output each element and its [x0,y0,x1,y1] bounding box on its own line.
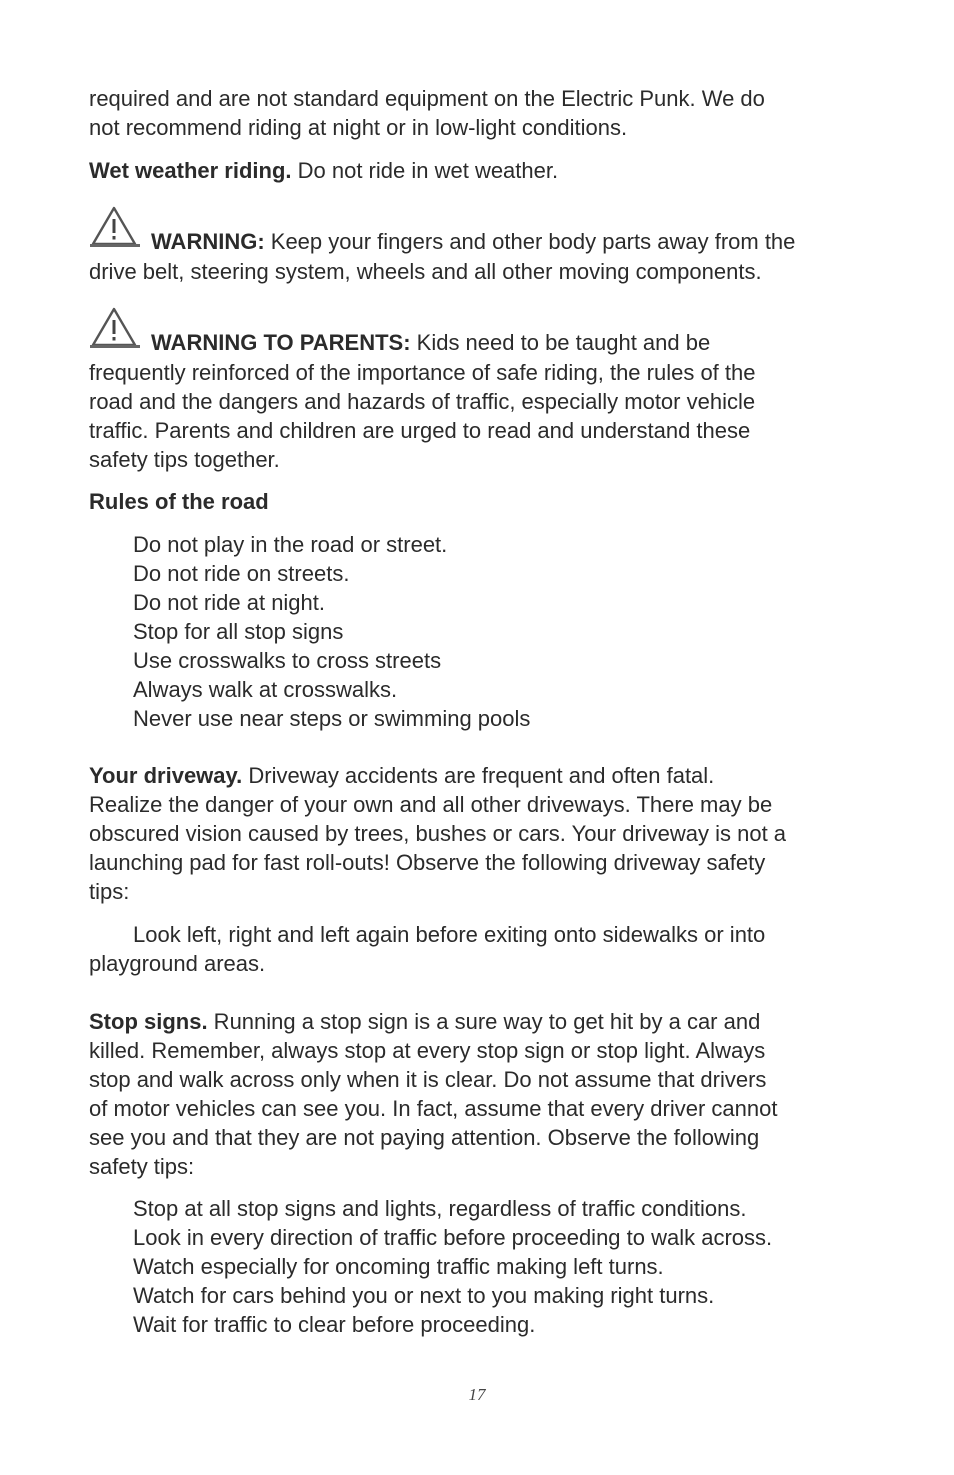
stop-heading: Stop signs. [89,1009,208,1034]
wet-weather-paragraph [89,156,558,185]
driveway-heading: Your driveway. [89,763,243,788]
warning-2-line-1: WARNING TO PARENTS: Kids need to be taught and be [151,330,711,355]
stop-line-5: see you and that they are not paying attention. Observe the following [89,1125,760,1150]
wet-weather-heading: Wet weather riding. [89,158,292,183]
stop-item: Watch for cars behind you or next to you making right turns. [133,1283,715,1308]
page-number: 17 [468,1385,486,1404]
warning-2-line-5: safety tips together. [89,447,280,472]
rules-item: Stop for all stop signs [133,619,344,644]
warning-1-line-1: WARNING: Keep your fingers and other body parts away from the [151,229,796,254]
rules-item: Do not ride at night. [133,590,326,615]
warning-2-heading: WARNING TO PARENTS: [151,330,411,355]
warning-2-line-2: frequently reinforced of the importance of safe riding, the rules of the [89,360,756,385]
warning-2-line-3: road and the dangers and hazards of traffic, especially motor vehicle [89,389,756,414]
rules-item: Use crosswalks to cross streets [133,648,442,673]
stop-line-6: safety tips: [89,1154,195,1179]
warning-triangle-icon [90,206,142,250]
intro-line-1: required and are not standard equipment on the Electric Punk. We do [89,86,765,111]
rules-heading: Rules of the road [89,489,269,514]
stop-line-1: Stop signs. Running a stop sign is a sure way to get hit by a car and [89,1009,761,1034]
rules-item: Always walk at crosswalks. [133,677,398,702]
driveway-line-4: launching pad for fast roll-outs! Observe the following driveway safety [89,850,766,875]
stop-line-4: of motor vehicles can see you. In fact, assume that every driver cannot [89,1096,778,1121]
warning-triangle-icon [90,307,142,351]
driveway-line-3: obscured vision caused by trees, bushes or cars. Your driveway is not a [89,821,787,846]
warning-2-line-4: traffic. Parents and children are urged to read and understand these [89,418,751,443]
stop-item: Stop at all stop signs and lights, regardless of traffic conditions. [133,1196,747,1221]
warning-1-line-2: drive belt, steering system, wheels and all other moving components. [89,259,762,284]
stop-item: Look in every direction of traffic before proceeding to walk across. [133,1225,773,1250]
warning-1-heading: WARNING: [151,229,265,254]
rules-item: Do not ride on streets. [133,561,350,586]
stop-line-3: stop and walk across only when it is clear. Do not assume that drivers [89,1067,767,1092]
rules-item: Do not play in the road or street. [133,532,448,557]
driveway-tip-line-2: playground areas. [89,951,266,976]
driveway-line-2: Realize the danger of your own and all other driveways. There may be [89,792,773,817]
rules-item: Never use near steps or swimming pools [133,706,531,731]
stop-item: Watch especially for oncoming traffic making left turns. [133,1254,664,1279]
driveway-line-5: tips: [89,879,130,904]
intro-line-2: not recommend riding at night or in low-light conditions. [89,115,628,140]
wet-weather-text: Do not ride in wet weather. [291,158,559,183]
driveway-tip-line-1: Look left, right and left again before exiting onto sidewalks or into [133,922,766,947]
stop-item: Wait for traffic to clear before proceeding. [133,1312,536,1337]
stop-line-2: killed. Remember, always stop at every stop sign or stop light. Always [89,1038,766,1063]
driveway-line-1: Your driveway. Driveway accidents are frequent and often fatal. [89,763,715,788]
